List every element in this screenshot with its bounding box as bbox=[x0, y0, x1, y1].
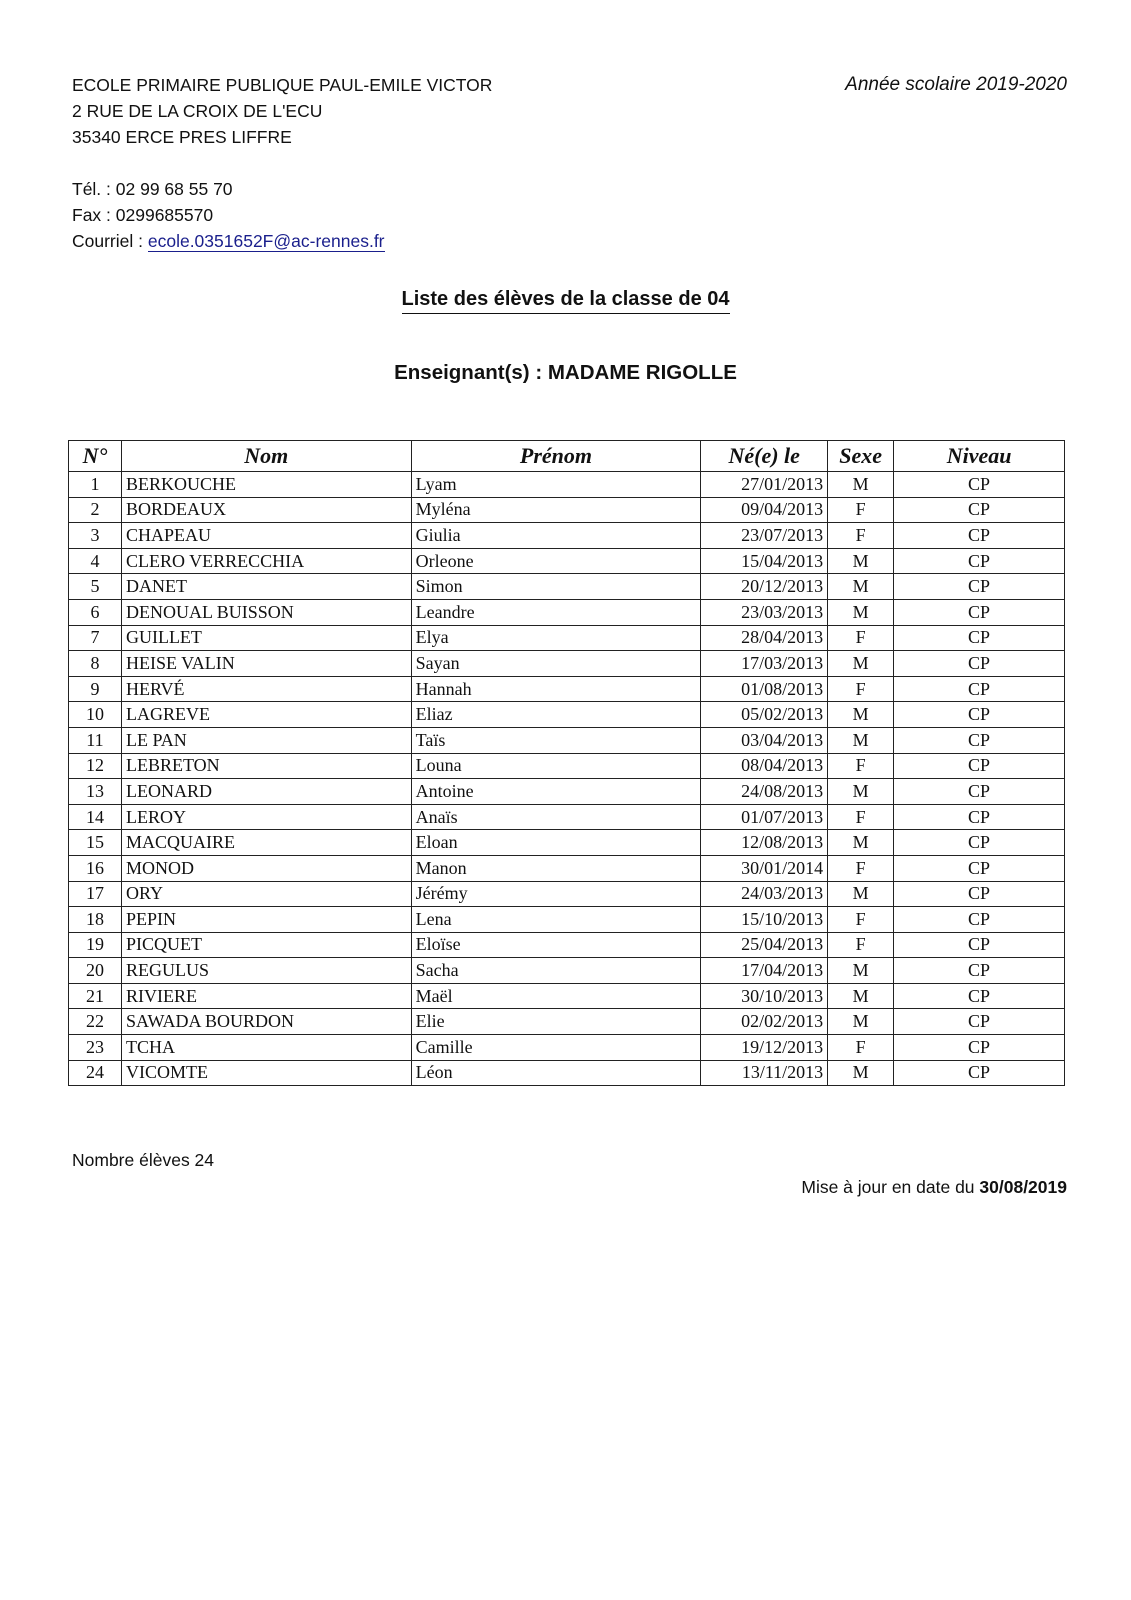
table-row bbox=[69, 676, 1065, 702]
cell-birthdate: 27/01/2013 bbox=[701, 472, 828, 498]
school-phone: Tél. : 02 99 68 55 70 bbox=[72, 179, 233, 199]
cell-sex: F bbox=[828, 804, 894, 830]
cell-sex: M bbox=[828, 779, 894, 805]
cell-number: 1 bbox=[69, 472, 122, 498]
cell-sex: M bbox=[828, 548, 894, 574]
cell-firstname: Jérémy bbox=[411, 881, 701, 907]
cell-birthdate: 30/10/2013 bbox=[701, 983, 828, 1009]
cell-sex: F bbox=[828, 625, 894, 651]
table-row bbox=[69, 548, 1065, 574]
cell-firstname: Anaïs bbox=[411, 804, 701, 830]
cell-level: CP bbox=[894, 753, 1065, 779]
cell-lastname: SAWADA BOURDON bbox=[121, 1009, 411, 1035]
table-row bbox=[69, 881, 1065, 907]
cell-sex: M bbox=[828, 651, 894, 677]
cell-number: 20 bbox=[69, 958, 122, 984]
table-row bbox=[69, 523, 1065, 549]
cell-number: 17 bbox=[69, 881, 122, 907]
cell-number: 16 bbox=[69, 855, 122, 881]
cell-firstname: Eloan bbox=[411, 830, 701, 856]
email-label: Courriel : bbox=[72, 231, 148, 251]
cell-lastname: LEROY bbox=[121, 804, 411, 830]
cell-number: 10 bbox=[69, 702, 122, 728]
email-link[interactable]: ecole.0351652F@ac-rennes.fr bbox=[147, 231, 385, 251]
table-row bbox=[69, 958, 1065, 984]
cell-lastname: BERKOUCHE bbox=[121, 472, 411, 498]
cell-birthdate: 24/03/2013 bbox=[701, 881, 828, 907]
cell-number: 2 bbox=[69, 497, 122, 523]
cell-lastname: BORDEAUX bbox=[121, 497, 411, 523]
table-body bbox=[69, 472, 1065, 1086]
cell-firstname: Orleone bbox=[411, 548, 701, 574]
cell-birthdate: 12/08/2013 bbox=[701, 830, 828, 856]
cell-sex: M bbox=[828, 1060, 894, 1086]
school-fax: Fax : 0299685570 bbox=[72, 205, 214, 225]
cell-birthdate: 15/10/2013 bbox=[701, 907, 828, 933]
cell-lastname: ORY bbox=[121, 881, 411, 907]
table-header-row bbox=[69, 441, 1065, 472]
cell-level: CP bbox=[894, 983, 1065, 1009]
student-count: Nombre élèves 24 bbox=[72, 1150, 215, 1170]
cell-birthdate: 05/02/2013 bbox=[701, 702, 828, 728]
school-name: ECOLE PRIMAIRE PUBLIQUE PAUL-EMILE VICTOR bbox=[72, 75, 493, 95]
cell-level: CP bbox=[894, 830, 1065, 856]
cell-lastname: GUILLET bbox=[121, 625, 411, 651]
cell-level: CP bbox=[894, 523, 1065, 549]
table-row bbox=[69, 1035, 1065, 1061]
cell-birthdate: 20/12/2013 bbox=[701, 574, 828, 600]
table-row bbox=[69, 907, 1065, 933]
cell-sex: F bbox=[828, 676, 894, 702]
cell-firstname: Taïs bbox=[411, 727, 701, 753]
cell-firstname: Antoine bbox=[411, 779, 701, 805]
school-address-line2: 35340 ERCE PRES LIFFRE bbox=[72, 127, 292, 147]
table-row bbox=[69, 574, 1065, 600]
cell-lastname: DANET bbox=[121, 574, 411, 600]
cell-level: CP bbox=[894, 881, 1065, 907]
cell-level: CP bbox=[894, 676, 1065, 702]
cell-birthdate: 17/04/2013 bbox=[701, 958, 828, 984]
cell-level: CP bbox=[894, 727, 1065, 753]
cell-sex: M bbox=[828, 983, 894, 1009]
cell-birthdate: 24/08/2013 bbox=[701, 779, 828, 805]
cell-number: 18 bbox=[69, 907, 122, 933]
cell-lastname: CHAPEAU bbox=[121, 523, 411, 549]
cell-level: CP bbox=[894, 804, 1065, 830]
cell-level: CP bbox=[894, 702, 1065, 728]
cell-number: 13 bbox=[69, 779, 122, 805]
cell-number: 9 bbox=[69, 676, 122, 702]
cell-level: CP bbox=[894, 599, 1065, 625]
cell-lastname: LEBRETON bbox=[121, 753, 411, 779]
school-address-line1: 2 RUE DE LA CROIX DE L'ECU bbox=[72, 101, 323, 121]
table-row bbox=[69, 1009, 1065, 1035]
page-title-text: Liste des élèves de la classe de 04 bbox=[402, 288, 730, 314]
cell-birthdate: 03/04/2013 bbox=[701, 727, 828, 753]
cell-sex: M bbox=[828, 830, 894, 856]
cell-number: 12 bbox=[69, 753, 122, 779]
cell-lastname: CLERO VERRECCHIA bbox=[121, 548, 411, 574]
school-header bbox=[72, 72, 492, 150]
update-label: Mise à jour en date du bbox=[801, 1177, 980, 1197]
table-row bbox=[69, 1060, 1065, 1086]
cell-firstname: Maël bbox=[411, 983, 701, 1009]
school-email-line bbox=[72, 228, 385, 254]
table-row bbox=[69, 753, 1065, 779]
students-table bbox=[68, 440, 1065, 1086]
cell-birthdate: 23/03/2013 bbox=[701, 599, 828, 625]
cell-birthdate: 01/07/2013 bbox=[701, 804, 828, 830]
cell-lastname: LE PAN bbox=[121, 727, 411, 753]
cell-sex: F bbox=[828, 932, 894, 958]
header-firstname: Prénom bbox=[411, 441, 701, 472]
table-row bbox=[69, 855, 1065, 881]
school-contact bbox=[72, 176, 385, 254]
cell-lastname: REGULUS bbox=[121, 958, 411, 984]
cell-firstname: Simon bbox=[411, 574, 701, 600]
cell-sex: F bbox=[828, 907, 894, 933]
cell-number: 11 bbox=[69, 727, 122, 753]
cell-lastname: LEONARD bbox=[121, 779, 411, 805]
cell-lastname: DENOUAL BUISSON bbox=[121, 599, 411, 625]
cell-number: 19 bbox=[69, 932, 122, 958]
cell-level: CP bbox=[894, 932, 1065, 958]
cell-level: CP bbox=[894, 497, 1065, 523]
table-row bbox=[69, 830, 1065, 856]
cell-sex: M bbox=[828, 1009, 894, 1035]
cell-firstname: Sayan bbox=[411, 651, 701, 677]
table-row bbox=[69, 599, 1065, 625]
table-row bbox=[69, 702, 1065, 728]
cell-birthdate: 02/02/2013 bbox=[701, 1009, 828, 1035]
cell-sex: F bbox=[828, 855, 894, 881]
cell-firstname: Leandre bbox=[411, 599, 701, 625]
cell-level: CP bbox=[894, 625, 1065, 651]
cell-number: 21 bbox=[69, 983, 122, 1009]
header-number: N° bbox=[69, 441, 122, 472]
cell-lastname: MONOD bbox=[121, 855, 411, 881]
cell-number: 7 bbox=[69, 625, 122, 651]
header-lastname: Nom bbox=[121, 441, 411, 472]
cell-birthdate: 28/04/2013 bbox=[701, 625, 828, 651]
cell-firstname: Camille bbox=[411, 1035, 701, 1061]
table-row bbox=[69, 651, 1065, 677]
cell-lastname: MACQUAIRE bbox=[121, 830, 411, 856]
cell-level: CP bbox=[894, 472, 1065, 498]
table-row bbox=[69, 472, 1065, 498]
cell-firstname: Myléna bbox=[411, 497, 701, 523]
cell-number: 8 bbox=[69, 651, 122, 677]
table-row bbox=[69, 932, 1065, 958]
cell-number: 3 bbox=[69, 523, 122, 549]
cell-number: 22 bbox=[69, 1009, 122, 1035]
table-row bbox=[69, 779, 1065, 805]
cell-level: CP bbox=[894, 574, 1065, 600]
cell-birthdate: 19/12/2013 bbox=[701, 1035, 828, 1061]
cell-birthdate: 08/04/2013 bbox=[701, 753, 828, 779]
cell-sex: F bbox=[828, 523, 894, 549]
table-row bbox=[69, 625, 1065, 651]
cell-birthdate: 01/08/2013 bbox=[701, 676, 828, 702]
teacher-line: Enseignant(s) : MADAME RIGOLLE bbox=[394, 361, 737, 384]
cell-sex: M bbox=[828, 472, 894, 498]
cell-lastname: PICQUET bbox=[121, 932, 411, 958]
cell-birthdate: 30/01/2014 bbox=[701, 855, 828, 881]
cell-level: CP bbox=[894, 1009, 1065, 1035]
cell-birthdate: 09/04/2013 bbox=[701, 497, 828, 523]
cell-sex: M bbox=[828, 881, 894, 907]
cell-firstname: Lena bbox=[411, 907, 701, 933]
cell-birthdate: 15/04/2013 bbox=[701, 548, 828, 574]
cell-level: CP bbox=[894, 1035, 1065, 1061]
cell-firstname: Elya bbox=[411, 625, 701, 651]
cell-sex: M bbox=[828, 702, 894, 728]
update-note bbox=[801, 1177, 1067, 1198]
cell-firstname: Léon bbox=[411, 1060, 701, 1086]
cell-lastname: VICOMTE bbox=[121, 1060, 411, 1086]
cell-firstname: Eloïse bbox=[411, 932, 701, 958]
cell-sex: M bbox=[828, 727, 894, 753]
cell-birthdate: 13/11/2013 bbox=[701, 1060, 828, 1086]
cell-sex: F bbox=[828, 497, 894, 523]
cell-sex: F bbox=[828, 1035, 894, 1061]
cell-level: CP bbox=[894, 1060, 1065, 1086]
page-title bbox=[0, 288, 1131, 311]
school-year: Année scolaire 2019-2020 bbox=[845, 74, 1067, 95]
cell-level: CP bbox=[894, 548, 1065, 574]
cell-number: 5 bbox=[69, 574, 122, 600]
cell-number: 6 bbox=[69, 599, 122, 625]
cell-lastname: TCHA bbox=[121, 1035, 411, 1061]
table-row bbox=[69, 497, 1065, 523]
cell-number: 4 bbox=[69, 548, 122, 574]
header-birthdate: Né(e) le bbox=[701, 441, 828, 472]
cell-lastname: HEISE VALIN bbox=[121, 651, 411, 677]
cell-sex: F bbox=[828, 753, 894, 779]
cell-number: 14 bbox=[69, 804, 122, 830]
cell-level: CP bbox=[894, 907, 1065, 933]
cell-birthdate: 23/07/2013 bbox=[701, 523, 828, 549]
cell-number: 23 bbox=[69, 1035, 122, 1061]
cell-firstname: Eliaz bbox=[411, 702, 701, 728]
cell-lastname: LAGREVE bbox=[121, 702, 411, 728]
cell-lastname: RIVIERE bbox=[121, 983, 411, 1009]
cell-firstname: Louna bbox=[411, 753, 701, 779]
table-row bbox=[69, 983, 1065, 1009]
cell-sex: M bbox=[828, 574, 894, 600]
cell-firstname: Hannah bbox=[411, 676, 701, 702]
cell-birthdate: 25/04/2013 bbox=[701, 932, 828, 958]
table-row bbox=[69, 727, 1065, 753]
cell-firstname: Giulia bbox=[411, 523, 701, 549]
cell-sex: M bbox=[828, 599, 894, 625]
cell-level: CP bbox=[894, 779, 1065, 805]
table-row bbox=[69, 804, 1065, 830]
cell-lastname: PEPIN bbox=[121, 907, 411, 933]
cell-firstname: Sacha bbox=[411, 958, 701, 984]
header-sex: Sexe bbox=[828, 441, 894, 472]
cell-level: CP bbox=[894, 958, 1065, 984]
cell-firstname: Elie bbox=[411, 1009, 701, 1035]
cell-sex: M bbox=[828, 958, 894, 984]
cell-number: 15 bbox=[69, 830, 122, 856]
cell-level: CP bbox=[894, 855, 1065, 881]
cell-lastname: HERVÉ bbox=[121, 676, 411, 702]
cell-birthdate: 17/03/2013 bbox=[701, 651, 828, 677]
cell-level: CP bbox=[894, 651, 1065, 677]
header-level: Niveau bbox=[894, 441, 1065, 472]
cell-firstname: Manon bbox=[411, 855, 701, 881]
cell-number: 24 bbox=[69, 1060, 122, 1086]
cell-firstname: Lyam bbox=[411, 472, 701, 498]
update-date: 30/08/2019 bbox=[979, 1177, 1067, 1197]
